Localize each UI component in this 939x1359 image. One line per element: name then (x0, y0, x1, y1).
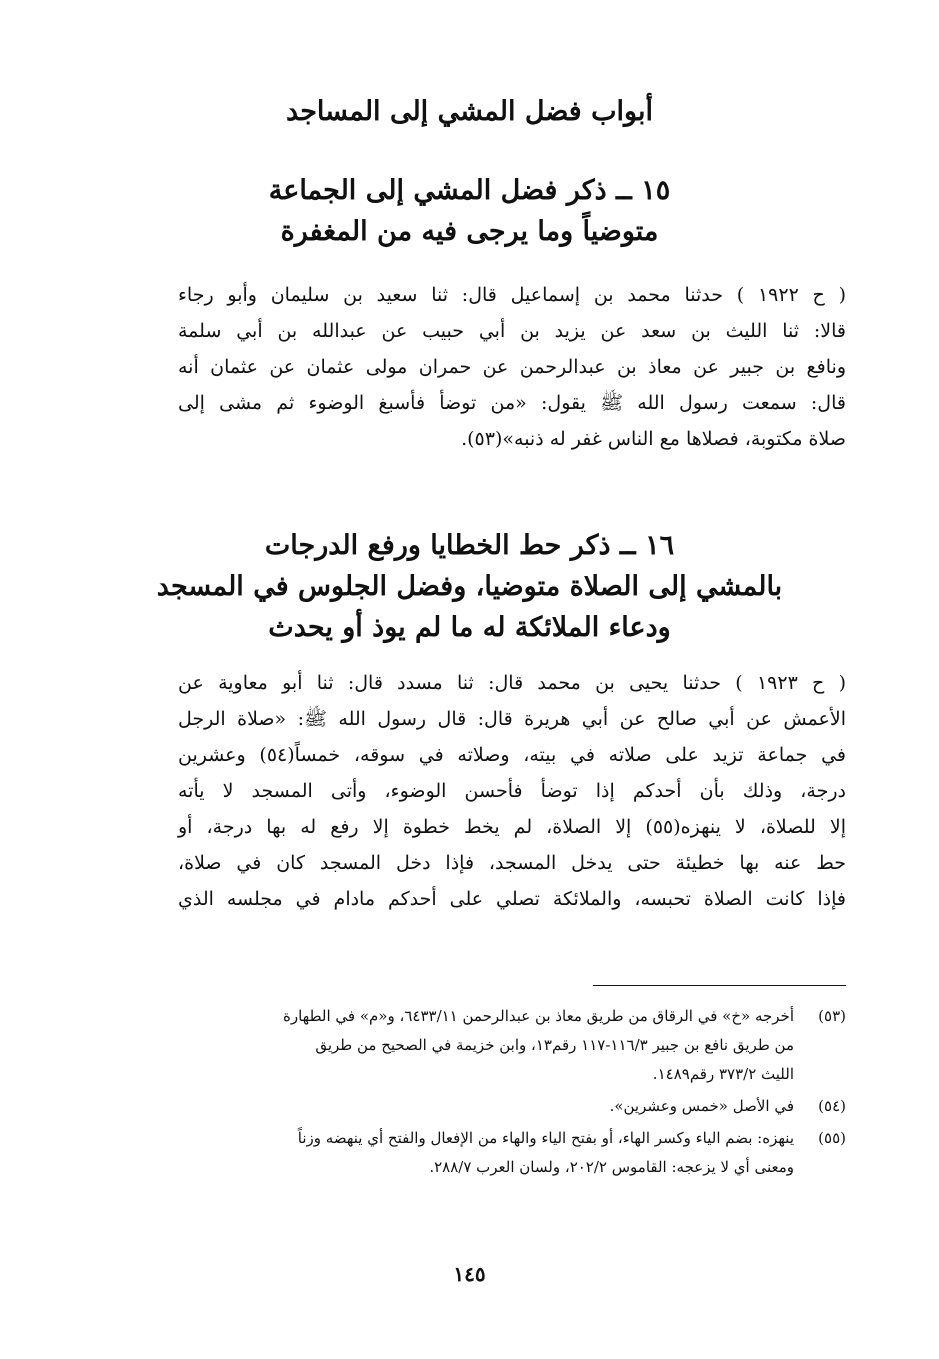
section-15-heading-line: متوضياً وما يرجى فيه من المغفرة (280, 216, 659, 247)
section-16-heading-line: ١٦ ــ ذكر حط الخطايا ورفع الدرجات (264, 530, 675, 561)
hadith-1922-paragraph (178, 277, 846, 457)
hadith-1922-line: قال: سمعت رسول الله ﷺ يقول: «من توضأ فأسبغ الوضوء ثم مشى إلى (178, 392, 846, 414)
footnote-line: من طريق نافع بن جبير ١١٦/٣-١١٧ رقم١٣، وابن خزيمة في الصحيح من طريق (315, 1036, 794, 1054)
footnote-number: (٥٣) (818, 1007, 846, 1025)
footnote-line: الليث ٣٧٣/٢ رقم١٤٨٩. (652, 1065, 794, 1083)
section-16-heading-line: بالمشي إلى الصلاة متوضيا، وفضل الجلوس في المسجد (156, 571, 783, 602)
hadith-1923-line: فإذا كانت الصلاة تحبسه، والملائكة تصلي على أحدكم مادام في مجلسه الذي (178, 888, 846, 910)
section-15-heading (150, 170, 789, 252)
hadith-1923-line: الأعمش عن أبي صالح عن أبي هريرة قال: قال رسول الله ﷺ: «صلاة الرجل (178, 708, 846, 730)
footnote-number: (٥٥) (818, 1129, 846, 1147)
footnote-53 (178, 1002, 846, 1089)
hadith-1922-line: قالا: ثنا الليث بن سعد عن يزيد بن أبي حبيب عن عبدالله بن أبي سلمة (178, 320, 846, 342)
footnote-number: (٥٤) (818, 1097, 846, 1115)
hadith-1922-line: ( ح ١٩٢٢ ) حدثنا محمد بن إسماعيل قال: ثنا سعيد بن سليمان وأبو رجاء (178, 284, 846, 306)
footnote-line: ومعنى أي لا يزعجه: القاموس ٢٠٢/٢، ولسان العرب ٢٨٨/٧. (429, 1158, 794, 1176)
hadith-1923-paragraph (178, 665, 846, 917)
chapter-title: أبواب فضل المشي إلى المساجد (286, 96, 653, 127)
footnote-line: في الأصل «خمس وعشرين». (609, 1097, 794, 1115)
footnote-line: ينهزه: بضم الياء وكسر الهاء، أو بفتح الياء والهاء من الإفعال والفتح أي ينهضه وزناً (297, 1129, 794, 1147)
page-number: ١٤٥ (453, 1262, 486, 1286)
footnote-55 (178, 1124, 846, 1182)
hadith-1923-line: إلا للصلاة، لا ينهزه(٥٥) إلا الصلاة، لم يخط خطوة إلا رفع له بها درجة، أو (178, 816, 846, 838)
hadith-1923-line: ( ح ١٩٢٣ ) حدثنا يحيى بن محمد قال: ثنا مسدد قال: ثنا أبو معاوية عن (178, 672, 847, 694)
hadith-1923-line: درجة، وذلك بأن أحدكم إذا توضأ فأحسن الوضوء، وأتى المسجد لا يأته (178, 780, 846, 802)
section-15-heading-line: ١٥ ــ ذكر فضل المشي إلى الجماعة (268, 175, 671, 206)
hadith-1923-line: في جماعة تزيد على صلاته في بيته، وصلاته في سوقه، خمساً(٥٤) وعشرين (178, 744, 846, 766)
hadith-1922-line: ونافع بن جبير عن معاذ بن عبدالرحمن عن حمران مولى عثمان عن عثمان أنه (178, 356, 846, 378)
hadith-1922-line: صلاة مكتوبة، فصلاها مع الناس غفر له ذنبه»(٥٣). (461, 428, 846, 450)
footnote-divider (593, 985, 846, 986)
hadith-1923-line: حط عنه بها خطيئة حتى يدخل المسجد، فإذا دخل المسجد كان في صلاة، (178, 852, 846, 874)
footnote-line: أخرجه «خ» في الرقاق من طريق معاذ بن عبدالرحمن ٦٤٣٣/١١، و«م» في الطهارة (283, 1007, 794, 1025)
footnote-54 (178, 1092, 846, 1121)
section-16-heading (150, 525, 789, 648)
footnotes (178, 1002, 846, 1185)
section-16-heading-line: ودعاء الملائكة له ما لم يوذ أو يحدث (268, 612, 671, 643)
